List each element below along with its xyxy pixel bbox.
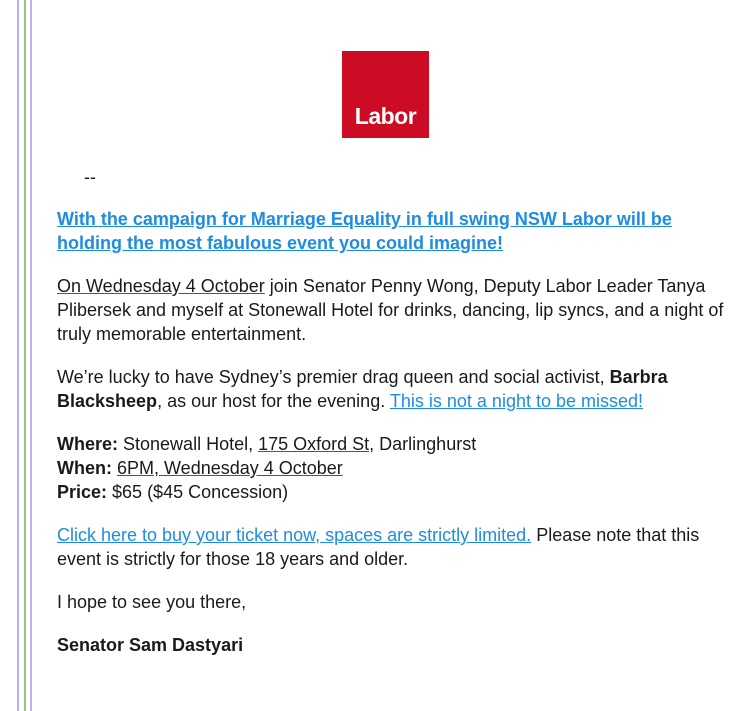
where-suburb: , Darlinghurst (369, 434, 477, 454)
when-label: When: (57, 458, 112, 478)
price-label: Price: (57, 482, 108, 502)
event-description: join Senator Penny Wong, Deputy Labor Leader Tanya Plibersek and myself at Stonewall Hotel for drinks, dancing, lip syncs, and a night of truly memorable entertainment. (57, 276, 724, 344)
where-address-link[interactable]: 175 Oxford St (258, 434, 370, 454)
quote-bar-middle (24, 0, 26, 711)
event-details (57, 432, 729, 504)
quote-bar-inner (30, 0, 32, 711)
where-venue: Stonewall Hotel, (118, 434, 259, 454)
labor-logo-text: Labor (354, 103, 417, 129)
signature-name: Senator Sam Dastyari (57, 635, 244, 655)
buy-ticket-link[interactable]: Click here to buy your ticket now, spaces are strictly limited. (57, 525, 532, 545)
host-name: Barbra Blacksheep (57, 367, 668, 411)
closing-text: I hope to see you there, (57, 592, 247, 612)
headline-paragraph (57, 207, 729, 255)
not-to-be-missed-link[interactable]: This is not a night to be missed! (389, 391, 644, 411)
host-paragraph (57, 365, 729, 413)
labor-logo (342, 51, 429, 138)
event-paragraph (57, 274, 729, 346)
event-date-link[interactable]: On Wednesday 4 October (57, 276, 265, 296)
where-label: Where: (57, 434, 119, 454)
price-value: $65 ($45 Concession) (107, 482, 289, 502)
host-outro: , as our host for the evening. (157, 391, 390, 411)
ticket-paragraph (57, 523, 729, 571)
email-body (57, 165, 729, 676)
quote-bar-outer (17, 0, 19, 711)
signature (57, 633, 729, 657)
host-intro: We’re lucky to have Sydney’s premier drag queen and social activist, (57, 367, 610, 387)
when-value-link[interactable]: 6PM, Wednesday 4 October (117, 458, 343, 478)
headline-link[interactable]: With the campaign for Marriage Equality in full swing NSW Labor will be holding the most fabulous event you could imagine! (57, 209, 672, 253)
age-note: Please note that this event is strictly for those 18 years and older. (57, 525, 700, 569)
separator: -- (84, 167, 96, 187)
